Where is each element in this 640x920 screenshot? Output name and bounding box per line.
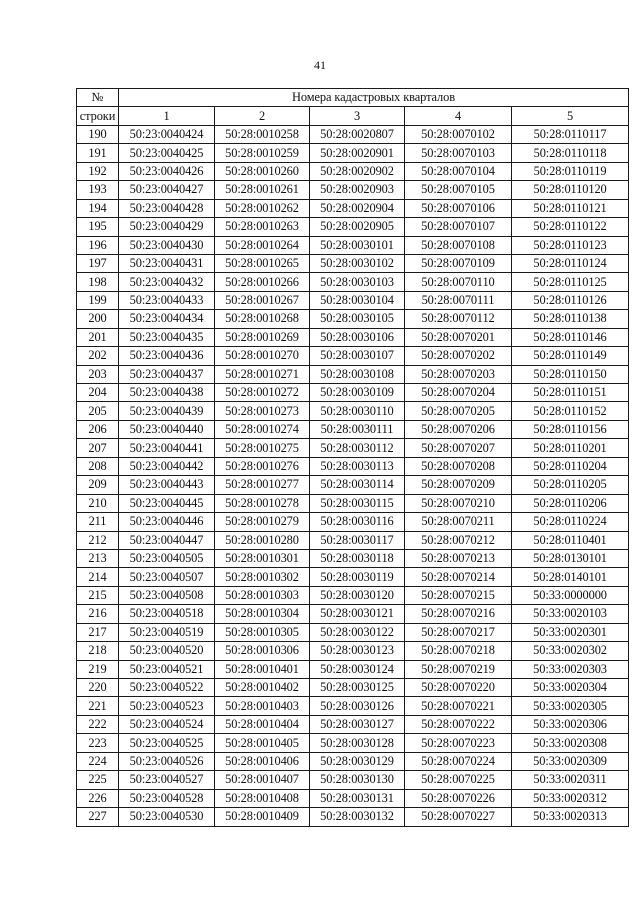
table-row	[77, 291, 629, 309]
cadastral-number-cell: 50:28:0030129	[310, 752, 405, 770]
cadastral-number-cell: 50:28:0020901	[310, 144, 405, 162]
cadastral-number-cell: 50:28:0020905	[310, 218, 405, 236]
cadastral-number-cell: 50:23:0040442	[119, 457, 215, 475]
cadastral-number-cell: 50:28:0070109	[405, 254, 512, 272]
cadastral-number-cell: 50:28:0070227	[405, 808, 512, 826]
cadastral-number-cell: 50:28:0010304	[215, 605, 310, 623]
cadastral-number-cell: 50:28:0010259	[215, 144, 310, 162]
row-number-cell: 205	[77, 402, 119, 420]
table-row	[77, 144, 629, 162]
cadastral-number-cell: 50:23:0040433	[119, 291, 215, 309]
cadastral-number-cell: 50:28:0140101	[512, 568, 629, 586]
table-row	[77, 623, 629, 641]
cadastral-number-cell: 50:28:0030121	[310, 605, 405, 623]
table-row	[77, 679, 629, 697]
table-row	[77, 494, 629, 512]
cadastral-number-cell: 50:28:0110149	[512, 347, 629, 365]
header-column-number: 3	[310, 107, 405, 125]
cadastral-number-cell: 50:23:0040519	[119, 623, 215, 641]
cadastral-number-cell: 50:23:0040427	[119, 181, 215, 199]
cadastral-number-cell: 50:33:0020306	[512, 715, 629, 733]
cadastral-number-cell: 50:28:0010261	[215, 181, 310, 199]
cadastral-number-cell: 50:28:0110224	[512, 513, 629, 531]
row-number-cell: 208	[77, 457, 119, 475]
row-number-cell: 216	[77, 605, 119, 623]
row-number-cell: 197	[77, 254, 119, 272]
cadastral-number-cell: 50:28:0010279	[215, 513, 310, 531]
table-row	[77, 605, 629, 623]
cadastral-number-cell: 50:28:0070103	[405, 144, 512, 162]
row-number-cell: 226	[77, 789, 119, 807]
row-number-cell: 204	[77, 384, 119, 402]
cadastral-number-cell: 50:28:0110117	[512, 125, 629, 143]
row-number-cell: 190	[77, 125, 119, 143]
cadastral-number-cell: 50:23:0040428	[119, 199, 215, 217]
cadastral-number-cell: 50:28:0010280	[215, 531, 310, 549]
cadastral-number-cell: 50:28:0070223	[405, 734, 512, 752]
table-row	[77, 384, 629, 402]
cadastral-number-cell: 50:23:0040436	[119, 347, 215, 365]
cadastral-number-cell: 50:28:0070208	[405, 457, 512, 475]
cadastral-number-cell: 50:23:0040440	[119, 420, 215, 438]
table-row	[77, 162, 629, 180]
row-number-cell: 192	[77, 162, 119, 180]
table-row	[77, 347, 629, 365]
table-row	[77, 254, 629, 272]
table-row	[77, 476, 629, 494]
cadastral-number-cell: 50:28:0070102	[405, 125, 512, 143]
cadastral-number-cell: 50:33:0020304	[512, 679, 629, 697]
cadastral-number-cell: 50:28:0110204	[512, 457, 629, 475]
cadastral-number-cell: 50:28:0030124	[310, 660, 405, 678]
table-row	[77, 568, 629, 586]
cadastral-number-cell: 50:33:0020309	[512, 752, 629, 770]
cadastral-number-cell: 50:28:0010274	[215, 420, 310, 438]
cadastral-number-cell: 50:28:0030106	[310, 328, 405, 346]
cadastral-number-cell: 50:28:0010272	[215, 384, 310, 402]
header-number-sign: №	[77, 89, 119, 107]
header-row-title	[77, 89, 629, 107]
cadastral-number-cell: 50:23:0040426	[119, 162, 215, 180]
cadastral-number-cell: 50:28:0030122	[310, 623, 405, 641]
cadastral-number-cell: 50:28:0010275	[215, 439, 310, 457]
cadastral-number-cell: 50:28:0010409	[215, 808, 310, 826]
cadastral-number-cell: 50:28:0030118	[310, 549, 405, 567]
table-row	[77, 199, 629, 217]
cadastral-number-cell: 50:28:0030102	[310, 254, 405, 272]
cadastral-number-cell: 50:28:0070209	[405, 476, 512, 494]
cadastral-number-cell: 50:28:0030127	[310, 715, 405, 733]
cadastral-number-cell: 50:23:0040434	[119, 310, 215, 328]
cadastral-number-cell: 50:28:0070211	[405, 513, 512, 531]
row-number-cell: 207	[77, 439, 119, 457]
cadastral-number-cell: 50:28:0010305	[215, 623, 310, 641]
cadastral-number-cell: 50:28:0110152	[512, 402, 629, 420]
row-number-cell: 218	[77, 642, 119, 660]
cadastral-number-cell: 50:28:0030113	[310, 457, 405, 475]
cadastral-number-cell: 50:28:0030107	[310, 347, 405, 365]
cadastral-number-cell: 50:28:0110151	[512, 384, 629, 402]
table-header	[77, 89, 629, 126]
table-row	[77, 181, 629, 199]
cadastral-number-cell: 50:28:0010403	[215, 697, 310, 715]
row-number-cell: 219	[77, 660, 119, 678]
cadastral-number-cell: 50:28:0020807	[310, 125, 405, 143]
table-row	[77, 789, 629, 807]
cadastral-number-cell: 50:28:0070213	[405, 549, 512, 567]
cadastral-number-cell: 50:23:0040430	[119, 236, 215, 254]
header-column-number: 1	[119, 107, 215, 125]
cadastral-number-cell: 50:28:0010269	[215, 328, 310, 346]
cadastral-number-cell: 50:28:0010401	[215, 660, 310, 678]
cadastral-number-cell: 50:28:0070110	[405, 273, 512, 291]
row-number-cell: 199	[77, 291, 119, 309]
row-number-cell: 193	[77, 181, 119, 199]
cadastral-number-cell: 50:33:0020311	[512, 771, 629, 789]
header-title: Номера кадастровых кварталов	[119, 89, 629, 107]
cadastral-number-cell: 50:33:0020308	[512, 734, 629, 752]
table-row	[77, 513, 629, 531]
table-row	[77, 273, 629, 291]
row-number-cell: 195	[77, 218, 119, 236]
cadastral-number-cell: 50:28:0010263	[215, 218, 310, 236]
cadastral-number-cell: 50:28:0020903	[310, 181, 405, 199]
cadastral-number-cell: 50:28:0030110	[310, 402, 405, 420]
cadastral-number-cell: 50:28:0110206	[512, 494, 629, 512]
table-row	[77, 310, 629, 328]
cadastral-number-cell: 50:28:0030117	[310, 531, 405, 549]
cadastral-number-cell: 50:28:0010277	[215, 476, 310, 494]
row-number-cell: 223	[77, 734, 119, 752]
cadastral-number-cell: 50:23:0040507	[119, 568, 215, 586]
table-row	[77, 586, 629, 604]
table-row	[77, 660, 629, 678]
cadastral-number-cell: 50:23:0040505	[119, 549, 215, 567]
table-row	[77, 715, 629, 733]
table-body	[77, 125, 629, 826]
table-row	[77, 125, 629, 143]
row-number-cell: 211	[77, 513, 119, 531]
cadastral-number-cell: 50:28:0030114	[310, 476, 405, 494]
cadastral-number-cell: 50:28:0010258	[215, 125, 310, 143]
table-row	[77, 752, 629, 770]
cadastral-number-cell: 50:28:0010405	[215, 734, 310, 752]
cadastral-number-cell: 50:33:0020305	[512, 697, 629, 715]
row-number-cell: 224	[77, 752, 119, 770]
cadastral-number-cell: 50:28:0070219	[405, 660, 512, 678]
cadastral-number-cell: 50:28:0010265	[215, 254, 310, 272]
cadastral-number-cell: 50:23:0040443	[119, 476, 215, 494]
cadastral-number-cell: 50:28:0030111	[310, 420, 405, 438]
page-number: 41	[314, 58, 326, 72]
cadastral-number-cell: 50:28:0110126	[512, 291, 629, 309]
cadastral-number-cell: 50:28:0030131	[310, 789, 405, 807]
table-row	[77, 439, 629, 457]
cadastral-number-cell: 50:28:0070218	[405, 642, 512, 660]
cadastral-number-cell: 50:28:0010266	[215, 273, 310, 291]
cadastral-number-cell: 50:23:0040522	[119, 679, 215, 697]
cadastral-number-cell: 50:28:0010301	[215, 549, 310, 567]
cadastral-number-cell: 50:23:0040530	[119, 808, 215, 826]
cadastral-number-cell: 50:23:0040528	[119, 789, 215, 807]
cadastral-number-cell: 50:28:0010278	[215, 494, 310, 512]
cadastral-number-cell: 50:28:0020904	[310, 199, 405, 217]
cadastral-number-cell: 50:23:0040445	[119, 494, 215, 512]
cadastral-number-cell: 50:28:0070105	[405, 181, 512, 199]
cadastral-number-cell: 50:33:0020303	[512, 660, 629, 678]
row-number-cell: 217	[77, 623, 119, 641]
cadastral-number-cell: 50:28:0110205	[512, 476, 629, 494]
table-row	[77, 420, 629, 438]
cadastral-number-cell: 50:23:0040429	[119, 218, 215, 236]
cadastral-number-cell: 50:28:0030128	[310, 734, 405, 752]
cadastral-number-cell: 50:28:0010260	[215, 162, 310, 180]
cadastral-number-cell: 50:28:0070108	[405, 236, 512, 254]
cadastral-number-cell: 50:28:0030130	[310, 771, 405, 789]
cadastral-number-cell: 50:28:0110118	[512, 144, 629, 162]
cadastral-number-cell: 50:23:0040424	[119, 125, 215, 143]
row-number-cell: 191	[77, 144, 119, 162]
cadastral-number-cell: 50:23:0040439	[119, 402, 215, 420]
table-row	[77, 697, 629, 715]
cadastral-number-cell: 50:23:0040527	[119, 771, 215, 789]
table-row	[77, 236, 629, 254]
cadastral-number-cell: 50:23:0040524	[119, 715, 215, 733]
cadastral-number-cell: 50:23:0040526	[119, 752, 215, 770]
row-number-cell: 220	[77, 679, 119, 697]
cadastral-number-cell: 50:28:0030125	[310, 679, 405, 697]
row-number-cell: 203	[77, 365, 119, 383]
row-number-cell: 212	[77, 531, 119, 549]
table-row	[77, 402, 629, 420]
cadastral-number-cell: 50:28:0070220	[405, 679, 512, 697]
cadastral-number-cell: 50:28:0030116	[310, 513, 405, 531]
cadastral-number-cell: 50:23:0040508	[119, 586, 215, 604]
cadastral-number-cell: 50:28:0070214	[405, 568, 512, 586]
cadastral-number-cell: 50:23:0040425	[119, 144, 215, 162]
header-column-number: 2	[215, 107, 310, 125]
table-row	[77, 734, 629, 752]
cadastral-number-cell: 50:23:0040431	[119, 254, 215, 272]
row-number-cell: 222	[77, 715, 119, 733]
cadastral-number-cell: 50:28:0070216	[405, 605, 512, 623]
row-number-cell: 202	[77, 347, 119, 365]
cadastral-number-cell: 50:28:0110119	[512, 162, 629, 180]
row-number-cell: 201	[77, 328, 119, 346]
row-number-cell: 213	[77, 549, 119, 567]
cadastral-number-cell: 50:23:0040523	[119, 697, 215, 715]
cadastral-number-cell: 50:28:0010402	[215, 679, 310, 697]
cadastral-number-cell: 50:28:0010271	[215, 365, 310, 383]
cadastral-number-cell: 50:23:0040441	[119, 439, 215, 457]
row-number-cell: 200	[77, 310, 119, 328]
cadastral-number-cell: 50:28:0010273	[215, 402, 310, 420]
cadastral-number-cell: 50:28:0110123	[512, 236, 629, 254]
cadastral-quarters-table	[76, 88, 629, 827]
cadastral-number-cell: 50:28:0110124	[512, 254, 629, 272]
cadastral-number-cell: 50:28:0030112	[310, 439, 405, 457]
row-number-cell: 206	[77, 420, 119, 438]
cadastral-number-cell: 50:28:0110122	[512, 218, 629, 236]
cadastral-number-cell: 50:28:0010404	[215, 715, 310, 733]
cadastral-number-cell: 50:28:0030115	[310, 494, 405, 512]
cadastral-number-cell: 50:28:0010264	[215, 236, 310, 254]
cadastral-number-cell: 50:28:0110401	[512, 531, 629, 549]
cadastral-number-cell: 50:28:0110146	[512, 328, 629, 346]
cadastral-number-cell: 50:28:0130101	[512, 549, 629, 567]
table-row	[77, 549, 629, 567]
table-row	[77, 365, 629, 383]
cadastral-number-cell: 50:28:0110138	[512, 310, 629, 328]
cadastral-number-cell: 50:28:0110125	[512, 273, 629, 291]
table-row	[77, 808, 629, 826]
row-number-cell: 214	[77, 568, 119, 586]
cadastral-number-cell: 50:33:0020313	[512, 808, 629, 826]
row-number-cell: 221	[77, 697, 119, 715]
cadastral-number-cell: 50:23:0040438	[119, 384, 215, 402]
cadastral-number-cell: 50:28:0070106	[405, 199, 512, 217]
cadastral-number-cell: 50:28:0010406	[215, 752, 310, 770]
cadastral-number-cell: 50:28:0070217	[405, 623, 512, 641]
cadastral-number-cell: 50:28:0070112	[405, 310, 512, 328]
cadastral-number-cell: 50:28:0010270	[215, 347, 310, 365]
cadastral-number-cell: 50:33:0020312	[512, 789, 629, 807]
cadastral-number-cell: 50:28:0070203	[405, 365, 512, 383]
cadastral-number-cell: 50:28:0110150	[512, 365, 629, 383]
table-row	[77, 328, 629, 346]
cadastral-number-cell: 50:28:0030132	[310, 808, 405, 826]
cadastral-number-cell: 50:28:0110201	[512, 439, 629, 457]
cadastral-number-cell: 50:33:0000000	[512, 586, 629, 604]
cadastral-number-cell: 50:23:0040446	[119, 513, 215, 531]
cadastral-number-cell: 50:28:0010408	[215, 789, 310, 807]
cadastral-number-cell: 50:28:0070221	[405, 697, 512, 715]
cadastral-number-cell: 50:23:0040435	[119, 328, 215, 346]
cadastral-number-cell: 50:28:0070215	[405, 586, 512, 604]
cadastral-number-cell: 50:28:0030105	[310, 310, 405, 328]
cadastral-number-cell: 50:33:0020103	[512, 605, 629, 623]
cadastral-number-cell: 50:28:0010276	[215, 457, 310, 475]
cadastral-number-cell: 50:28:0030109	[310, 384, 405, 402]
cadastral-number-cell: 50:28:0030104	[310, 291, 405, 309]
cadastral-number-cell: 50:23:0040525	[119, 734, 215, 752]
row-number-cell: 196	[77, 236, 119, 254]
cadastral-number-cell: 50:28:0070222	[405, 715, 512, 733]
row-number-cell: 198	[77, 273, 119, 291]
table-row	[77, 457, 629, 475]
cadastral-number-cell: 50:33:0020302	[512, 642, 629, 660]
cadastral-number-cell: 50:28:0030103	[310, 273, 405, 291]
cadastral-number-cell: 50:28:0030108	[310, 365, 405, 383]
cadastral-number-cell: 50:23:0040432	[119, 273, 215, 291]
header-row-columns	[77, 107, 629, 125]
cadastral-number-cell: 50:28:0070224	[405, 752, 512, 770]
cadastral-number-cell: 50:23:0040447	[119, 531, 215, 549]
cadastral-number-cell: 50:23:0040520	[119, 642, 215, 660]
cadastral-number-cell: 50:28:0070212	[405, 531, 512, 549]
header-rows-label: строки	[77, 107, 119, 125]
cadastral-number-cell: 50:23:0040521	[119, 660, 215, 678]
cadastral-number-cell: 50:28:0070204	[405, 384, 512, 402]
cadastral-number-cell: 50:28:0070104	[405, 162, 512, 180]
cadastral-number-cell: 50:33:0020301	[512, 623, 629, 641]
cadastral-number-cell: 50:28:0110156	[512, 420, 629, 438]
cadastral-number-cell: 50:28:0010407	[215, 771, 310, 789]
cadastral-number-cell: 50:28:0030120	[310, 586, 405, 604]
cadastral-number-cell: 50:28:0070225	[405, 771, 512, 789]
cadastral-number-cell: 50:28:0070210	[405, 494, 512, 512]
cadastral-number-cell: 50:28:0020902	[310, 162, 405, 180]
cadastral-number-cell: 50:28:0030123	[310, 642, 405, 660]
cadastral-number-cell: 50:28:0010268	[215, 310, 310, 328]
cadastral-number-cell: 50:28:0030126	[310, 697, 405, 715]
cadastral-number-cell: 50:28:0070207	[405, 439, 512, 457]
row-number-cell: 209	[77, 476, 119, 494]
row-number-cell: 210	[77, 494, 119, 512]
header-column-number: 5	[512, 107, 629, 125]
cadastral-number-cell: 50:28:0110120	[512, 181, 629, 199]
cadastral-number-cell: 50:28:0010306	[215, 642, 310, 660]
table-row	[77, 218, 629, 236]
table-row	[77, 642, 629, 660]
cadastral-number-cell: 50:28:0010262	[215, 199, 310, 217]
cadastral-number-cell: 50:28:0030101	[310, 236, 405, 254]
cadastral-number-cell: 50:28:0110121	[512, 199, 629, 217]
cadastral-number-cell: 50:28:0010267	[215, 291, 310, 309]
cadastral-number-cell: 50:28:0070226	[405, 789, 512, 807]
row-number-cell: 194	[77, 199, 119, 217]
cadastral-number-cell: 50:23:0040518	[119, 605, 215, 623]
cadastral-number-cell: 50:28:0070206	[405, 420, 512, 438]
cadastral-number-cell: 50:28:0070111	[405, 291, 512, 309]
row-number-cell: 227	[77, 808, 119, 826]
cadastral-number-cell: 50:23:0040437	[119, 365, 215, 383]
cadastral-number-cell: 50:28:0070205	[405, 402, 512, 420]
cadastral-number-cell: 50:28:0030119	[310, 568, 405, 586]
cadastral-number-cell: 50:28:0070107	[405, 218, 512, 236]
table-row	[77, 771, 629, 789]
table-row	[77, 531, 629, 549]
row-number-cell: 215	[77, 586, 119, 604]
header-column-number: 4	[405, 107, 512, 125]
cadastral-number-cell: 50:28:0070202	[405, 347, 512, 365]
row-number-cell: 225	[77, 771, 119, 789]
cadastral-number-cell: 50:28:0010303	[215, 586, 310, 604]
cadastral-number-cell: 50:28:0010302	[215, 568, 310, 586]
cadastral-number-cell: 50:28:0070201	[405, 328, 512, 346]
